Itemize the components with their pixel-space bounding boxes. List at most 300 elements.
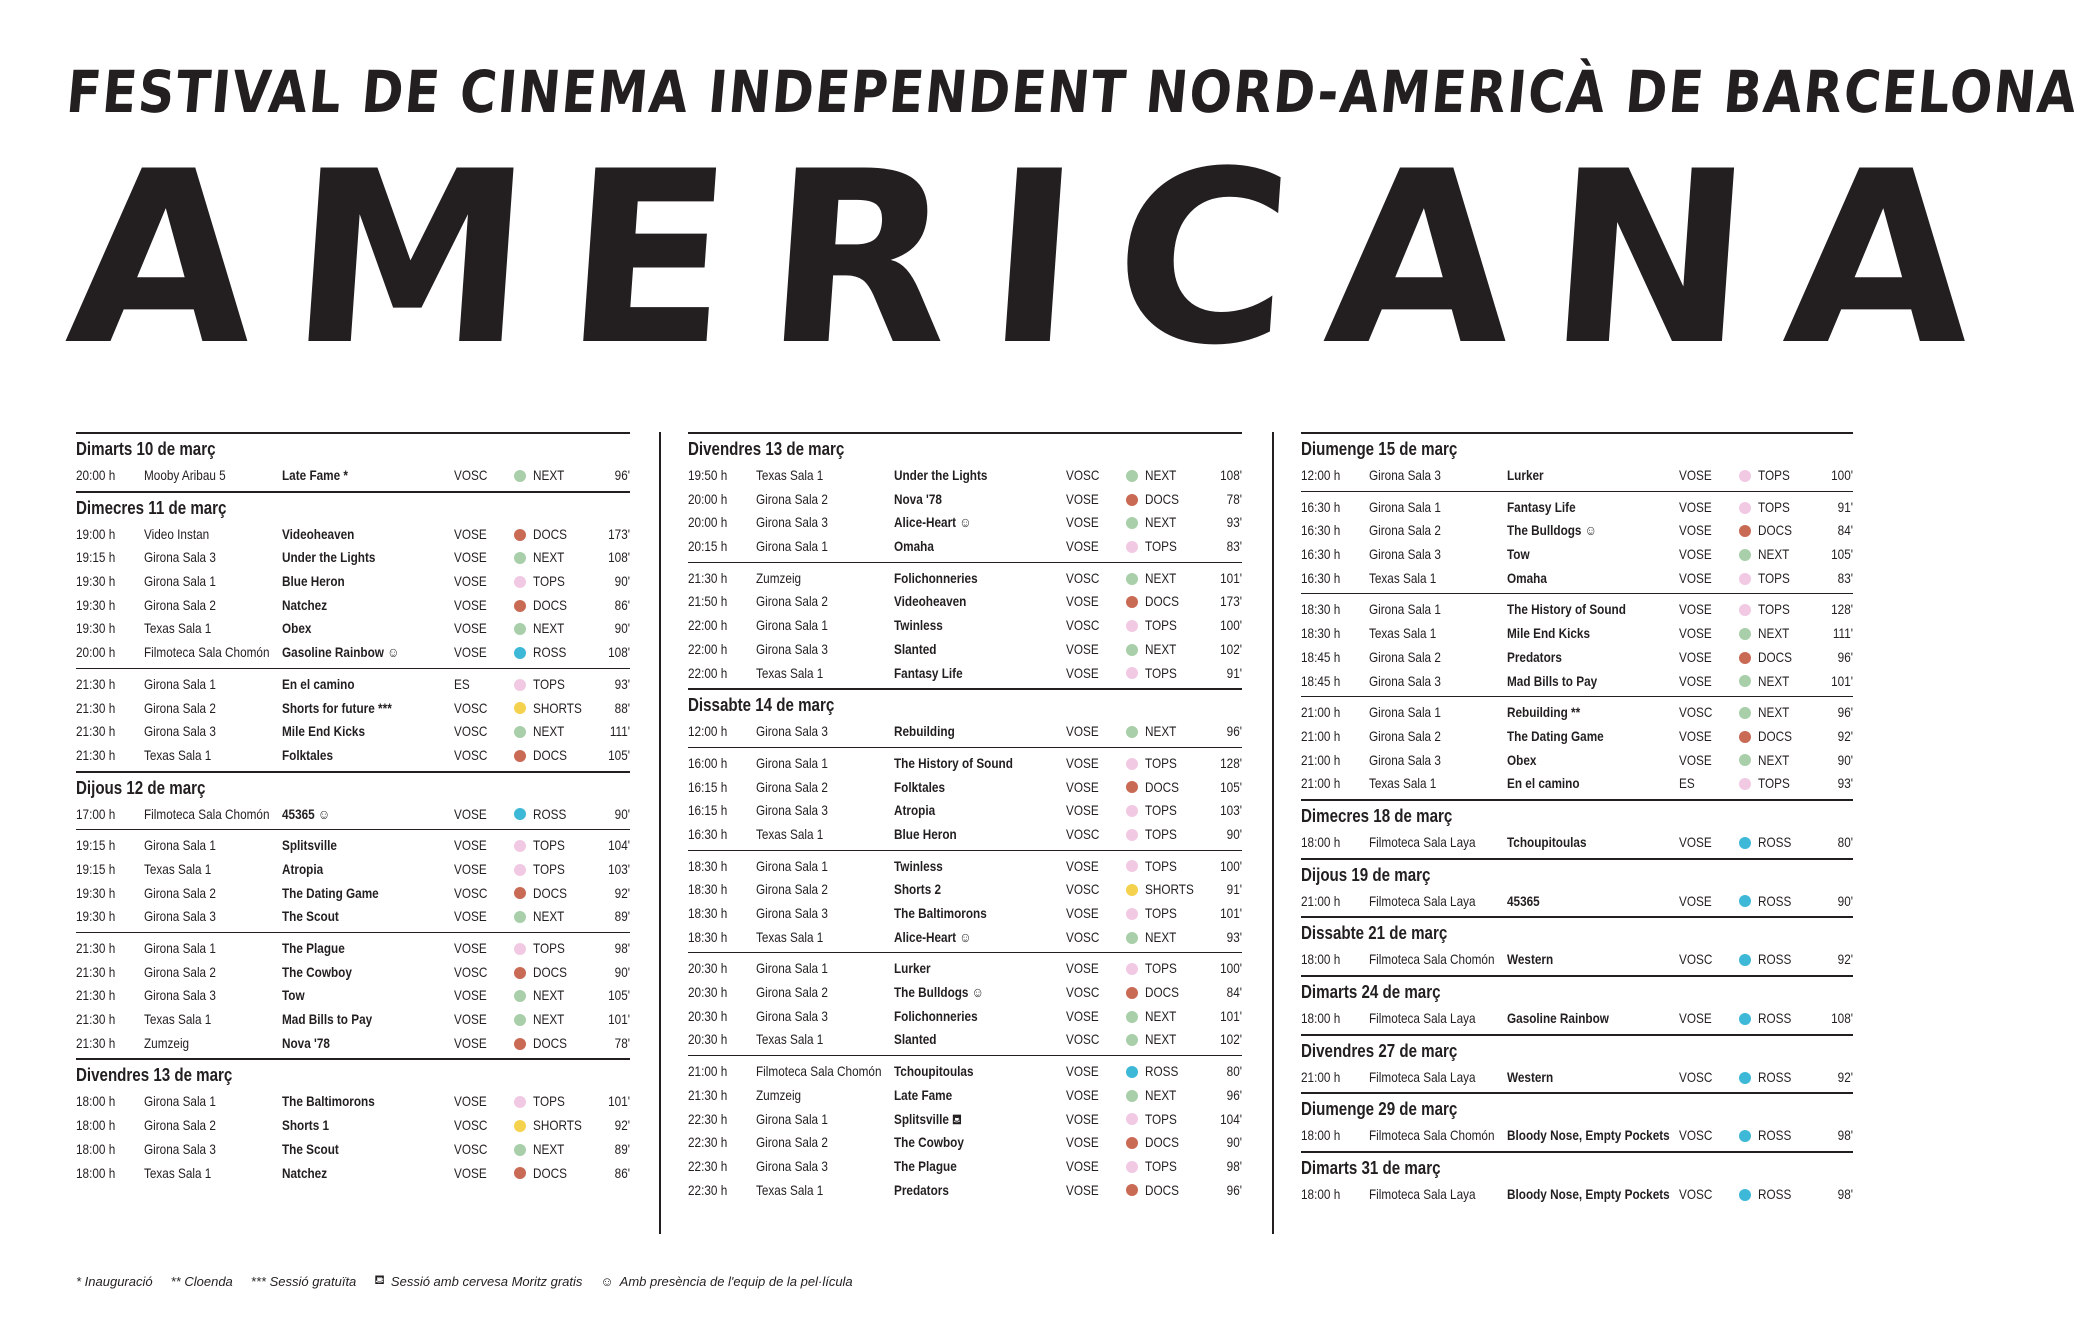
screening-venue-text: Texas Sala 1 [144,746,212,763]
screening-duration-text: 96' [1837,648,1853,665]
screening-duration [1210,981,1242,1005]
screening-row [688,1108,1242,1132]
screening-film [894,1155,1066,1179]
screening-group [76,829,630,932]
screening-venue [756,720,894,744]
screening-lang [1679,1124,1739,1148]
screening-lang-text: ES [1679,775,1695,792]
screening-time-text: 18:00 h [1301,1010,1341,1026]
screening-lang-text: VOSE [1066,1086,1099,1103]
section-dot-icon [1739,604,1751,616]
schedule-column-3 [1301,432,1853,1210]
section-dot-icon [1739,1130,1751,1142]
screening-duration-text: 91' [1226,881,1242,898]
screening-film [894,535,1066,559]
screening-film [1507,1007,1679,1031]
screening-film [894,878,1066,902]
screening-venue [144,1138,282,1162]
screening-venue [144,523,282,547]
screening-venue-text: Girona Sala 1 [144,837,216,854]
screening-venue-text: Texas Sala 1 [756,928,824,945]
screening-duration [598,1032,630,1056]
screening-row [1301,772,1853,796]
screening-lang [454,673,514,697]
section-dot-icon [1126,470,1138,482]
screening-lang [454,1090,514,1114]
screening-time [76,617,144,641]
screening-duration [598,641,630,665]
screening-section [514,1090,598,1114]
screening-time-text: 22:30 h [688,1134,728,1151]
section-dot-icon [1739,731,1751,743]
screening-time [76,1090,144,1114]
screening-time [1301,701,1369,725]
day-heading: Diumenge 29 de març [1301,1099,1458,1120]
screening-section-text: DOCS [533,884,567,901]
screening-time [76,594,144,618]
screening-row [76,984,630,1008]
day-block [1301,1151,1853,1210]
section-dot-icon [1126,1184,1138,1196]
screening-time-text: 21:00 h [1301,727,1341,744]
screening-lang-text: VOSC [1679,1127,1713,1144]
screening-venue [756,981,894,1005]
screening-section-text: NEXT [1145,569,1177,586]
screening-time [76,523,144,547]
screening-section [514,937,598,961]
screening-venue [756,823,894,847]
screening-venue [144,803,282,827]
screening-lang-text: VOSC [454,746,488,763]
screening-duration [1210,1108,1242,1132]
screening-time-text: 19:30 h [76,596,116,613]
screening-lang [1679,772,1739,796]
screening-venue [144,641,282,665]
screening-time-text: 21:30 h [76,675,116,692]
screening-duration-text: 100' [1831,467,1853,483]
screening-group [1301,464,1853,491]
section-dot-icon [514,1167,526,1179]
screening-time-text: 21:30 h [76,746,116,763]
screening-venue-text: Girona Sala 3 [144,723,216,740]
screening-lang-text: VOSE [1679,522,1712,539]
screening-time-text: 19:15 h [76,860,116,877]
screening-film-text: Atropia [282,860,324,877]
screening-venue [144,984,282,1008]
screening-section [514,858,598,882]
screening-section-text: TOPS [1758,775,1790,792]
screening-section-text: ROSS [533,644,567,661]
screening-time-text: 18:00 h [1301,951,1341,968]
screening-time-text: 21:30 h [76,940,116,956]
screening-section-text: TOPS [1145,1157,1177,1174]
screening-group [688,562,1242,688]
screening-section-text: NEXT [1145,1007,1177,1024]
screening-section [1739,464,1823,488]
screening-time [688,1131,756,1155]
screening-section [514,1138,598,1162]
screening-time-text: 21:30 h [688,1086,728,1103]
screening-section [1739,1183,1823,1207]
screening-lang [1066,614,1126,638]
screening-lang [1066,1155,1126,1179]
screening-row [1301,890,1853,914]
screening-time [76,673,144,697]
screening-film [894,1084,1066,1108]
screening-group [76,932,630,1058]
screening-section-text: NEXT [1758,751,1790,768]
screening-row [76,641,630,665]
screening-section [514,523,598,547]
screening-duration-text: 101' [608,1011,630,1028]
section-dot-icon [514,1014,526,1026]
screening-lang-text: VOSC [1679,1068,1713,1085]
screening-venue [756,752,894,776]
screening-duration [1823,725,1853,749]
screening-lang [1679,831,1739,855]
screening-lang [1066,926,1126,950]
screening-venue [756,1131,894,1155]
screening-lang [1066,1005,1126,1029]
screening-section-text: DOCS [1145,593,1179,610]
screening-film [894,926,1066,950]
screening-row [688,1131,1242,1155]
screening-duration-text: 101' [608,1093,630,1110]
screening-section-text: ROSS [1758,1010,1792,1026]
screening-section-text: SHORTS [533,1117,582,1134]
screening-row [76,744,630,768]
screening-time [1301,1183,1369,1207]
screening-venue [756,1179,894,1203]
screening-venue-text: Girona Sala 2 [144,596,216,613]
screening-row [76,673,630,697]
screening-lang [454,697,514,721]
screening-venue-text: Texas Sala 1 [144,1164,212,1181]
screening-section [1739,646,1823,670]
screening-lang [454,546,514,570]
screening-film [894,981,1066,1005]
section-dot-icon [1126,781,1138,793]
screening-duration [1210,776,1242,800]
screening-time-text: 18:00 h [1301,1186,1341,1203]
screening-venue-text: Girona Sala 3 [1369,672,1441,689]
screening-duration-text: 105' [608,746,630,763]
screening-row [1301,496,1853,520]
screening-lang [1066,776,1126,800]
screening-section [1739,1124,1823,1148]
screening-time [688,823,756,847]
screening-film-text: Folktales [282,746,333,763]
screening-lang-text: VOSC [1066,617,1100,634]
screening-time-text: 18:45 h [1301,672,1341,689]
screening-film-text: Folktales [894,778,945,795]
screening-time [76,937,144,961]
screening-duration [1210,511,1242,535]
screening-section [514,834,598,858]
screening-section-text: TOPS [533,675,565,692]
screening-lang [454,905,514,929]
screening-time-text: 18:00 h [1301,1127,1341,1144]
screening-time [1301,772,1369,796]
screening-row [688,464,1242,488]
legend-inauguracio: * Inauguració [76,1273,153,1289]
screening-venue-text: Girona Sala 1 [1369,601,1441,618]
screening-time-text: 18:00 h [76,1164,116,1181]
screening-time [688,799,756,823]
screening-duration [1823,496,1853,520]
section-dot-icon [1126,987,1138,999]
day-heading: Diumenge 15 de març [1301,439,1458,459]
screening-group [1301,696,1853,799]
screening-duration [598,1138,630,1162]
screening-time-text: 18:00 h [1301,833,1341,850]
screening-section [1126,981,1210,1005]
screening-venue-text: Girona Sala 3 [1369,467,1441,483]
screening-film-text: 45365 ☺ [282,805,330,822]
legend-cloenda: ** Cloenda [170,1273,233,1289]
screening-section-text: TOPS [1145,960,1177,977]
screening-venue-text: Texas Sala 1 [1369,569,1437,586]
screening-section [1126,720,1210,744]
screening-venue-text: Girona Sala 3 [756,723,828,740]
screening-film [1507,567,1679,591]
screening-time [76,697,144,721]
screening-lang-text: VOSE [1679,569,1712,586]
screening-duration-text: 80' [1837,833,1853,850]
screening-duration-text: 92' [1837,1068,1853,1085]
screening-film [894,1131,1066,1155]
screening-lang [454,1162,514,1186]
screening-venue [144,594,282,618]
screening-row [688,776,1242,800]
section-dot-icon [1126,620,1138,632]
screening-row [76,1162,630,1186]
screening-time [76,905,144,929]
screening-time [76,1138,144,1162]
screening-film [282,905,454,929]
screening-row [688,1005,1242,1029]
section-dot-icon [1126,726,1138,738]
screening-row [688,981,1242,1005]
section-dot-icon [1126,1011,1138,1023]
screening-lang [1066,902,1126,926]
screening-film-text: Natchez [282,596,328,613]
screening-row [76,570,630,594]
screening-venue-text: Texas Sala 1 [1369,625,1437,642]
screening-duration [598,984,630,1008]
screening-row [688,799,1242,823]
screening-duration [1823,543,1853,567]
section-dot-icon [514,702,526,714]
screening-lang [454,464,514,488]
screening-row [1301,1124,1853,1148]
screening-section [1126,1131,1210,1155]
screening-venue [756,1060,894,1084]
screening-venue [144,617,282,641]
screening-row [76,464,630,488]
screening-venue [144,570,282,594]
screening-venue-text: Girona Sala 2 [756,1134,828,1151]
section-dot-icon [514,576,526,588]
screening-duration [1210,1028,1242,1052]
screening-duration [1210,1179,1242,1203]
screening-venue [144,720,282,744]
section-dot-icon [1126,963,1138,975]
screening-time-text: 21:00 h [1301,892,1341,909]
screening-lang [454,523,514,547]
screening-lang-text: VOSE [1679,601,1712,618]
screening-lang [454,803,514,827]
screening-lang [454,594,514,618]
screening-section [1126,614,1210,638]
screening-time-text: 18:00 h [76,1140,116,1157]
screening-venue [144,1114,282,1138]
screening-time-text: 18:30 h [688,881,728,898]
screening-lang-text: VOSE [454,987,487,1004]
screening-duration-text: 105' [608,987,630,1004]
screening-film-text: The Bulldogs ☺ [1507,522,1597,539]
schedule-column-2 [688,432,1242,1205]
screening-venue-text: Girona Sala 3 [1369,546,1441,563]
screening-film-text: Nova '78 [894,490,942,507]
screening-venue-text: Girona Sala 3 [756,905,828,921]
screening-lang-text: VOSC [454,963,488,980]
screening-film [282,1032,454,1056]
screening-lang-text: VOSC [1066,881,1100,898]
screening-duration-text: 93' [614,675,630,692]
screening-duration [598,803,630,827]
day-heading: Dijous 19 de març [1301,864,1431,885]
screening-venue-text: Filmoteca Sala Chomón [1369,1127,1495,1144]
screening-film [282,1138,454,1162]
section-dot-icon [1126,494,1138,506]
screening-film-text: Slanted [894,640,937,657]
screening-section [1126,855,1210,879]
screening-section-text: NEXT [533,1011,565,1028]
screening-time-text: 16:15 h [688,778,728,795]
screening-lang [1066,799,1126,823]
screening-time-text: 19:15 h [76,837,116,854]
screening-lang-text: VOSE [1066,1110,1099,1127]
section-dot-icon [1739,1013,1751,1025]
section-dot-icon [514,529,526,541]
screening-venue [1369,831,1507,855]
screening-film-text: Mad Bills to Pay [282,1011,373,1028]
screening-time [688,902,756,926]
screening-section [1126,1155,1210,1179]
screening-film-text: En el camino [1507,775,1580,792]
screening-time-text: 21:00 h [1301,704,1341,721]
screening-film-text: Twinless [894,617,943,634]
screening-section-text: DOCS [533,963,567,980]
screening-film-text: Gasoline Rainbow ☺ [282,644,400,661]
screening-lang [1066,662,1126,686]
screening-duration [1210,567,1242,591]
section-dot-icon [1126,517,1138,529]
screening-time [688,1060,756,1084]
screening-time-text: 22:00 h [688,664,728,681]
screening-venue [144,937,282,961]
section-dot-icon [514,750,526,762]
screening-venue-text: Girona Sala 1 [756,754,828,771]
screening-film-text: Shorts for future *** [282,699,392,716]
screening-film [894,823,1066,847]
screening-lang [1679,622,1739,646]
screening-venue-text: Zumzeig [756,569,802,586]
screening-section [1126,1028,1210,1052]
screening-time-text: 18:30 h [688,905,728,921]
screening-film [1507,496,1679,520]
screening-section-text: DOCS [533,525,567,542]
screening-venue-text: Texas Sala 1 [756,1181,824,1198]
screening-lang-text: VOSE [454,805,487,822]
screening-duration-text: 91' [1837,498,1853,515]
screening-film-text: Predators [1507,648,1562,665]
screening-section-text: NEXT [533,1140,565,1157]
screening-section-text: ROSS [1758,833,1792,850]
screening-time-text: 20:00 h [688,490,728,507]
screening-film [894,752,1066,776]
screening-film-text: Obex [282,620,312,637]
screening-row [1301,519,1853,543]
screening-row [76,803,630,827]
screening-duration [1210,488,1242,512]
screening-venue [756,776,894,800]
screening-venue [1369,496,1507,520]
screening-row [688,926,1242,950]
screening-venue [756,511,894,535]
screening-lang-text: VOSE [454,596,487,613]
screening-lang [454,1138,514,1162]
screening-venue-text: Girona Sala 3 [144,987,216,1004]
screening-row [76,697,630,721]
screening-duration-text: 111' [609,723,630,740]
screening-row [688,720,1242,744]
screening-film [894,638,1066,662]
screening-time [1301,598,1369,622]
section-dot-icon [1126,908,1138,920]
screening-duration [1210,957,1242,981]
section-dot-icon [514,1144,526,1156]
screening-lang [454,1114,514,1138]
screening-film-text: The Scout [282,908,339,925]
screening-row [76,937,630,961]
screening-lang [1679,670,1739,694]
screening-section [1739,622,1823,646]
screening-venue [1369,646,1507,670]
screening-lang [454,882,514,906]
screening-venue [756,590,894,614]
screening-lang [454,744,514,768]
screening-venue [756,902,894,926]
screening-duration-text: 86' [614,596,630,613]
screening-duration [1210,1084,1242,1108]
screening-venue [1369,1066,1507,1090]
screening-time-text: 18:30 h [688,857,728,874]
screening-row [688,535,1242,559]
screening-row [688,1084,1242,1108]
screening-section [1126,1005,1210,1029]
screening-venue [1369,725,1507,749]
screening-row [688,1155,1242,1179]
screening-time-text: 19:30 h [76,573,116,590]
screening-time [76,984,144,1008]
screening-film [1507,543,1679,567]
screening-group [1301,593,1853,696]
screening-film-text: Lurker [1507,467,1544,483]
screening-duration [1823,1124,1853,1148]
screening-row [1301,948,1853,972]
